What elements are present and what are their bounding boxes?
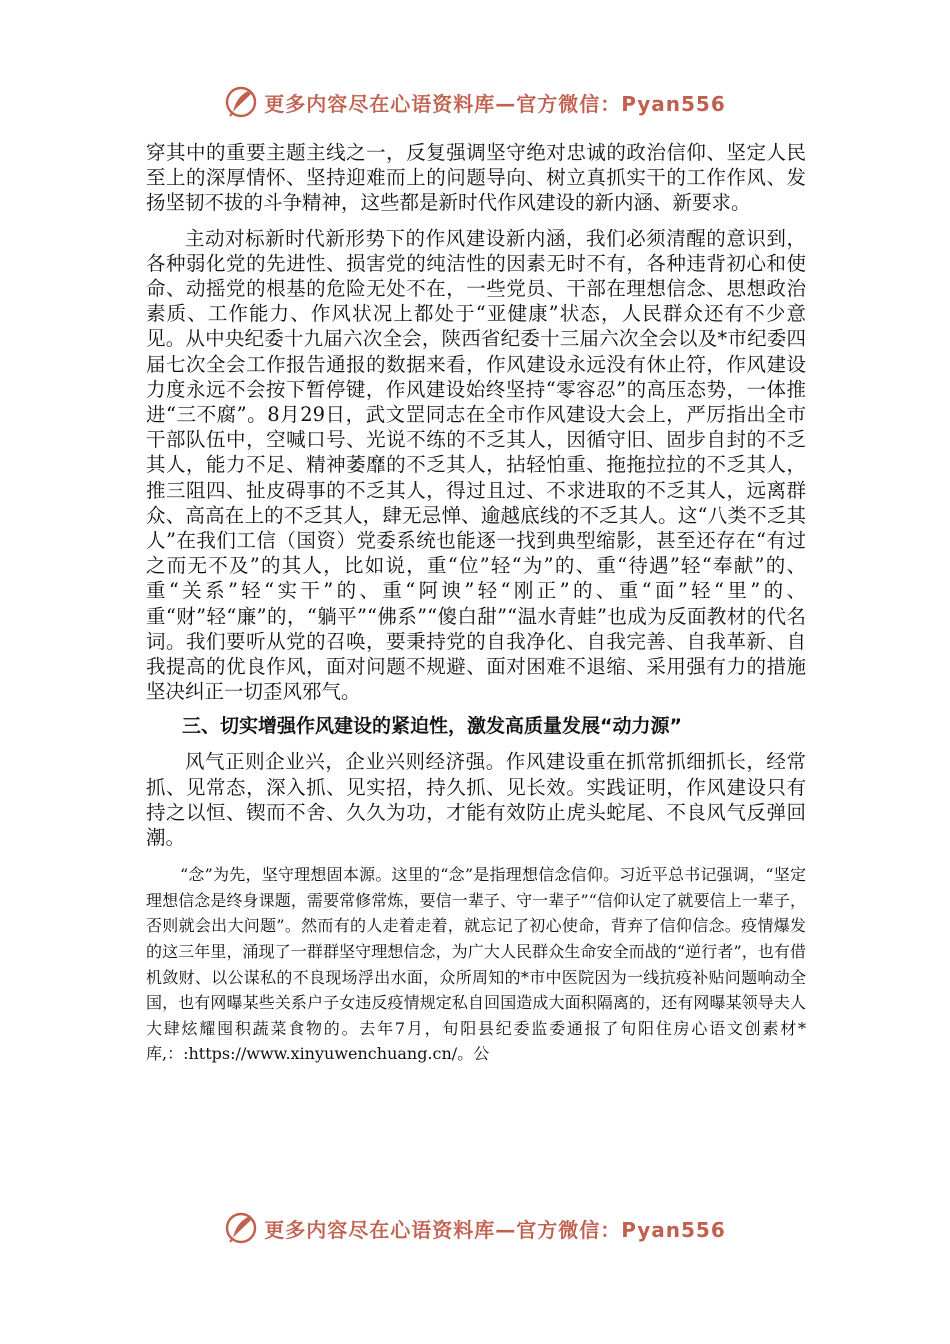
quill-pen-logo-icon — [224, 1211, 258, 1245]
paragraph-4: “念”为先，坚守理想固本源。这里的“念”是指理想信念信仰。习近平总书记强调，“坚定理想信念是终身课题，需要常修常炼，要信一辈子、守一辈子”“信仰认定了就要信上一辈子，否则就会出大问题”。然而有的人走着走着，就忘记了初心使命，背弃了信仰信念。疫情爆发的这三年里，涌现了一群群坚守理想信念，为广大人民群众生命安全而战的“逆行者”，也有借机敛财、以公谋私的不良现场浮出水面，众所周知的*市中医院因为一线抗疫补贴问题响动全国，也有网曝某些关系户子女违反疫情规定私自回国造成大面积隔离的，还有网曝某领导夫人大肆炫耀囤积蔬菜食物的。去年7月，旬阳县纪委监委通报了旬阳住房心语文创素材*库,：:https://www.xinyuwenchuang.cn/。公 — [146, 865, 806, 1064]
footer-banner-text: 更多内容尽在心语资料库—官方微信：Pyan556 — [264, 1217, 726, 1242]
paragraph-2: 主动对标新时代新形势下的作风建设新内涵，我们必须清醒的意识到，各种弱化党的先进性、损害党的纯洁性的因素无时不有，各种违背初心和使命、动摇党的根基的危险无处不在，一些党员、干部在理想信念、思想政治素质、工作能力、作风状况上都处于“亚健康”状态，人民群众还有不少意见。从中央纪委十九届六次全会，陕西省纪委十三届六次全会以及*市纪委四届七次全会工作报告通报的数据来看，作风建设永远没有休止符，作风建设力度永远不会按下暂停键，作风建设始终坚持“零容忍”的高压态势，一体推进“三不腐”。8月29日，武文罡同志在全市作风建设大会上，严厉指出全市干部队伍中，空喊口号、光说不练的不乏其人，因循守旧、固步自封的不乏其人，能力不足、精神萎靡的不乏其人，拈轻怕重、拖拖拉拉的不乏其人，推三阻四、扯皮碍事的不乏其人，得过且过、不求进取的不乏其人，远离群众、高高在上的不乏其人，肆无忌惮、逾越底线的不乏其人。这“八类不乏其人”在我们工信（国资）党委系统也能逐一找到典型缩影，甚至还存在“有过之而无不及”的其人，比如说，重“位”轻“为”的、重“待遇”轻“奉献”的、重“关系”轻“实干”的、重“阿谀”轻“刚正”的、重“面”轻“里”的、重“财”轻“廉”的，“躺平”“佛系”“傻白甜”“温水青蛙”也成为反面教材的代名词。我们要听从党的召唤，要秉持党的自我净化、自我完善、自我革新、自我提高的优良作风，面对问题不规避、面对困难不退缩、采用强有力的措施坚决纠正一切歪风邪气。 — [146, 226, 806, 704]
quill-pen-logo-icon — [224, 85, 258, 119]
footer-banner — [0, 1208, 950, 1248]
header-banner-text: 更多内容尽在心语资料库—官方微信：Pyan556 — [264, 91, 726, 116]
document-body — [146, 140, 806, 1067]
section-heading-3: 三、切实增强作风建设的紧迫性，激发高质量发展“动力源” — [182, 715, 682, 738]
header-banner — [0, 82, 950, 122]
paragraph-1: 穿其中的重要主题主线之一，反复强调坚守绝对忠诚的政治信仰、坚定人民至上的深厚情怀、坚持迎难而上的问题导向、树立真抓实干的工作作风、发扬坚韧不拔的斗争精神，这些都是新时代作风建设的新内涵、新要求。 — [146, 141, 806, 215]
paragraph-3: 风气正则企业兴，企业兴则经济强。作风建设重在抓常抓细抓长，经常抓、见常态，深入抓、见实招，持久抓、见长效。实践证明，作风建设只有持之以恒、锲而不舍、久久为功，才能有效防止虎头蛇尾、不良风气反弹回潮。 — [146, 750, 806, 850]
